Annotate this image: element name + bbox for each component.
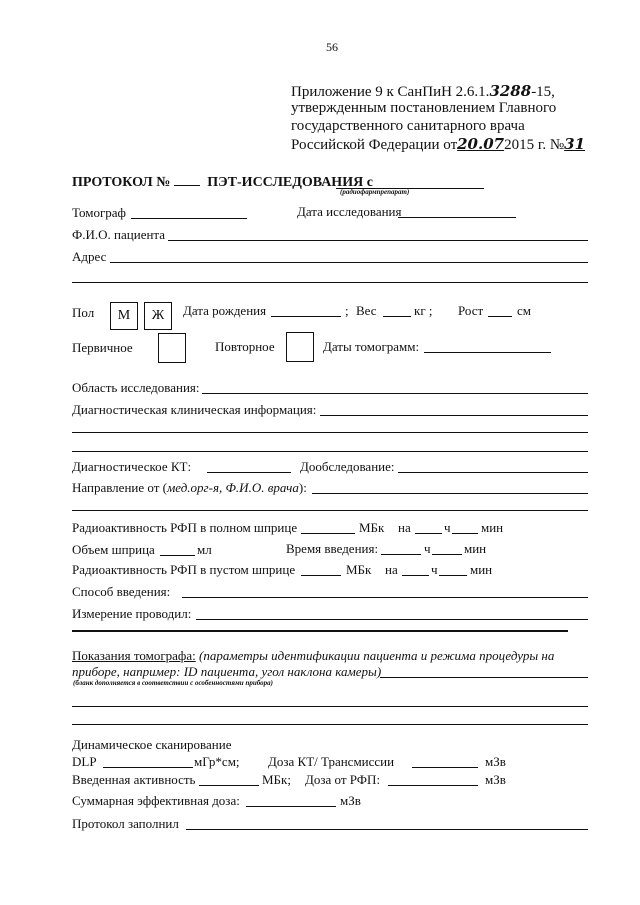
primary-label: Первичное bbox=[72, 340, 133, 355]
sex-male-box[interactable] bbox=[110, 302, 138, 330]
section-divider bbox=[72, 630, 568, 632]
referral-text: Направление от ( bbox=[72, 480, 167, 495]
height-blank[interactable] bbox=[488, 316, 512, 317]
total-dose-label: Суммарная эффективная доза: bbox=[72, 793, 240, 808]
filled-by-label: Протокол заполнил bbox=[72, 816, 179, 831]
patient-fio-label: Ф.И.О. пациента bbox=[72, 227, 166, 242]
indications-blank-2[interactable] bbox=[72, 706, 588, 707]
dlp-label: DLP bbox=[72, 754, 97, 769]
indications-note: (бланк дополняется в соответствии с особенностями прибора) bbox=[73, 679, 273, 687]
diag-info-blank-2[interactable] bbox=[72, 432, 588, 433]
indications-label: Показания томографа: bbox=[72, 648, 196, 663]
referral-label bbox=[72, 480, 307, 496]
ct-dose-label: Доза КТ/ Трансмиссии bbox=[268, 754, 395, 769]
msv-unit: мЗв bbox=[485, 772, 506, 787]
min-unit: мин bbox=[481, 520, 504, 535]
ml-unit: мл bbox=[197, 542, 212, 557]
method-label: Способ введения: bbox=[72, 584, 171, 599]
indications-blank[interactable] bbox=[380, 677, 588, 678]
full-hour-blank[interactable] bbox=[415, 533, 442, 534]
method-blank[interactable] bbox=[182, 597, 588, 598]
total-dose-blank[interactable] bbox=[246, 806, 336, 807]
tomogram-dates-blank[interactable] bbox=[424, 352, 551, 353]
mbq-unit: МБк bbox=[346, 562, 372, 577]
appendix-text: 2015 г. № bbox=[504, 137, 565, 153]
appendix-text: Российской Федерации от bbox=[291, 137, 458, 153]
sex-label: Пол bbox=[72, 305, 95, 320]
address-label: Адрес bbox=[72, 249, 107, 264]
rfp-dose-label: Доза от РФП: bbox=[305, 772, 381, 787]
msv-unit: мЗв bbox=[485, 754, 506, 769]
sex-female-box[interactable] bbox=[144, 302, 172, 330]
filled-by-blank[interactable] bbox=[186, 829, 588, 830]
diag-info-blank[interactable] bbox=[320, 415, 588, 416]
rfp-dose-blank[interactable] bbox=[388, 785, 478, 786]
measured-by-label: Измерение проводил: bbox=[72, 606, 192, 621]
inj-hour-blank[interactable] bbox=[381, 554, 421, 555]
pet-label: ПЭТ-ИССЛЕДОВАНИЯ с bbox=[207, 175, 373, 190]
weight-blank[interactable] bbox=[383, 316, 411, 317]
protocol-title bbox=[72, 173, 373, 191]
syringe-volume-label: Объем шприца bbox=[72, 542, 155, 557]
at-label: на bbox=[385, 562, 398, 577]
empty-hour-blank[interactable] bbox=[402, 575, 429, 576]
mgy-unit: мГр*см; bbox=[194, 754, 240, 769]
empty-syringe-label: Радиоактивность РФП в пустом шприце bbox=[72, 562, 296, 577]
appendix-text: Приложение 9 к СанПиН 2.6.1. bbox=[291, 84, 490, 100]
injected-activity-blank[interactable] bbox=[199, 785, 259, 786]
additional-exam-blank[interactable] bbox=[398, 472, 588, 473]
diag-ct-blank[interactable] bbox=[207, 472, 291, 473]
semicolon: ; bbox=[345, 303, 349, 318]
sex-female-letter: Ж bbox=[151, 308, 165, 323]
indications-line-2: приборе, например: ID пациента, угол наклона камеры) bbox=[72, 664, 382, 679]
ct-dose-blank[interactable] bbox=[412, 767, 478, 768]
protocol-label: ПРОТОКОЛ № bbox=[72, 175, 171, 190]
protocol-number-blank[interactable] bbox=[174, 173, 200, 186]
full-syringe-label: Радиоактивность РФП в полном шприце bbox=[72, 520, 298, 535]
appendix-line-2: утвержденным постановлением Главного bbox=[291, 100, 557, 116]
dob-blank[interactable] bbox=[271, 316, 341, 317]
handwritten-order-number: 31 bbox=[564, 135, 586, 153]
full-syringe-blank[interactable] bbox=[301, 533, 355, 534]
indications-line-1 bbox=[72, 648, 554, 664]
page-number: 56 bbox=[326, 40, 338, 54]
hour-unit: ч bbox=[424, 541, 431, 556]
appendix-line-4 bbox=[291, 135, 586, 154]
handwritten-sanpin-number: 3288 bbox=[489, 82, 532, 100]
referral-text: ): bbox=[298, 480, 307, 495]
weight-label: Вес bbox=[356, 303, 377, 318]
inj-min-blank[interactable] bbox=[432, 554, 462, 555]
address-blank[interactable] bbox=[110, 262, 588, 263]
appendix-line-1 bbox=[291, 82, 555, 101]
hour-unit: ч bbox=[431, 562, 438, 577]
mbq-unit: МБк; bbox=[262, 772, 291, 787]
radiopharm-hint: (радиофармпрепарат) bbox=[340, 188, 410, 196]
measured-by-blank[interactable] bbox=[196, 619, 588, 620]
injection-time-label: Время введения: bbox=[286, 541, 379, 556]
appendix-line-3: государственного санитарного врача bbox=[291, 118, 525, 134]
height-label: Рост bbox=[458, 303, 484, 318]
mbq-unit: МБк bbox=[359, 520, 385, 535]
repeat-checkbox[interactable] bbox=[286, 332, 314, 362]
min-unit: мин bbox=[464, 541, 487, 556]
empty-syringe-blank[interactable] bbox=[301, 575, 341, 576]
hour-unit: ч bbox=[444, 520, 451, 535]
tomogram-dates-label: Даты томограмм: bbox=[323, 339, 420, 354]
address-blank-2[interactable] bbox=[72, 282, 588, 283]
injected-activity-label: Введенная активность bbox=[72, 772, 196, 787]
syringe-volume-blank[interactable] bbox=[160, 555, 195, 556]
dlp-blank[interactable] bbox=[103, 767, 193, 768]
full-min-blank[interactable] bbox=[452, 533, 478, 534]
indications-text: (параметры идентификации пациента и режима процедуры на bbox=[198, 648, 555, 663]
msv-unit: мЗв bbox=[340, 793, 361, 808]
dob-label: Дата рождения bbox=[183, 303, 267, 318]
referral-italic: мед.орг-я, Ф.И.О. врача bbox=[166, 480, 299, 495]
study-date-blank[interactable] bbox=[398, 217, 516, 218]
referral-blank[interactable] bbox=[312, 493, 588, 494]
diag-info-blank-3[interactable] bbox=[72, 451, 588, 452]
cm-unit: см bbox=[517, 303, 531, 318]
sex-male-letter: М bbox=[117, 308, 131, 323]
tomograph-label: Томограф bbox=[72, 205, 126, 220]
patient-fio-blank[interactable] bbox=[168, 240, 588, 241]
referral-blank-2[interactable] bbox=[72, 510, 588, 511]
diag-info-label: Диагностическая клиническая информация: bbox=[72, 402, 317, 417]
indications-blank-3[interactable] bbox=[72, 724, 588, 725]
study-area-blank[interactable] bbox=[202, 393, 588, 394]
additional-exam-label: Дообследование: bbox=[300, 459, 395, 474]
kg-unit: кг ; bbox=[414, 303, 433, 318]
min-unit: мин bbox=[470, 562, 493, 577]
at-label: на bbox=[398, 520, 411, 535]
repeat-label: Повторное bbox=[215, 339, 275, 354]
dynamic-scan-label: Динамическое сканирование bbox=[72, 737, 232, 752]
handwritten-date: 20.07 bbox=[457, 135, 505, 153]
empty-min-blank[interactable] bbox=[439, 575, 467, 576]
appendix-text: -15, bbox=[531, 84, 555, 100]
primary-checkbox[interactable] bbox=[158, 333, 186, 363]
diag-ct-label: Диагностическое КТ: bbox=[72, 459, 192, 474]
study-area-label: Область исследования: bbox=[72, 380, 200, 395]
tomograph-blank[interactable] bbox=[131, 218, 247, 219]
study-date-label: Дата исследования bbox=[297, 204, 402, 219]
